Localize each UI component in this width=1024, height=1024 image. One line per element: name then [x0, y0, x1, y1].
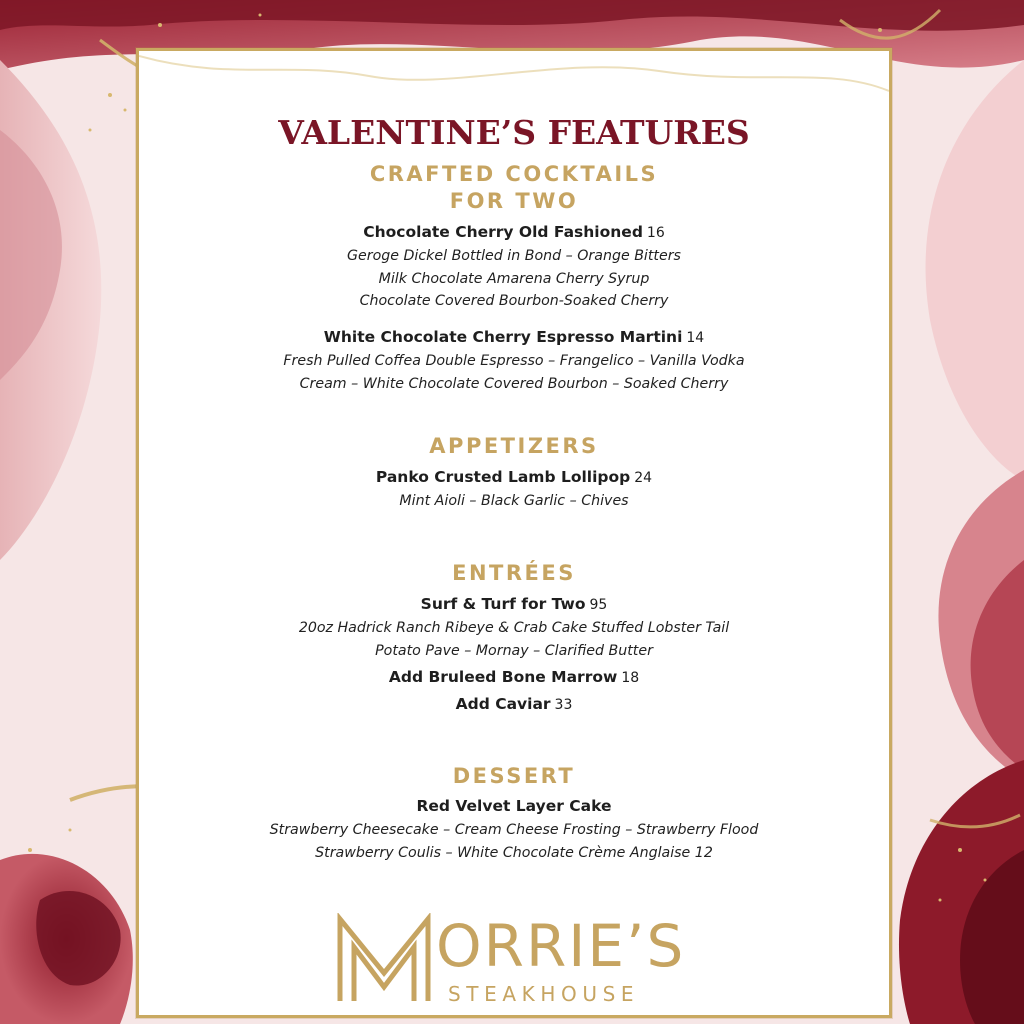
- item-name: Red Velvet Layer Cake: [416, 797, 612, 815]
- menu-item-description: [139, 350, 889, 395]
- item-price: 95: [589, 597, 608, 613]
- menu-title: VALENTINE’S FEATURES: [278, 113, 750, 152]
- item-price: 16: [646, 225, 665, 241]
- cocktails-heading-line-1: CRAFTED COCKTAILS: [369, 162, 659, 186]
- section-heading-entrees: ENTRÉES: [452, 561, 576, 585]
- description-line: Strawberry Coulis – White Chocolate Crème Anglaise 12: [315, 844, 713, 861]
- addon-item: [139, 695, 889, 713]
- section-heading-dessert: DESSERT: [452, 764, 576, 788]
- menu-item-description: [139, 819, 889, 864]
- description-line: Milk Chocolate Amarena Cherry Syrup: [378, 270, 650, 287]
- description-line: Strawberry Cheesecake – Cream Cheese Frosting – Strawberry Flood: [269, 822, 759, 838]
- section-heading-appetizers: APPETIZERS: [429, 434, 599, 458]
- item-name: Panko Crusted Lamb Lollipop: [375, 468, 631, 486]
- description-line: Cream – White Chocolate Covered Bourbon – Soaked Cherry: [299, 375, 729, 392]
- addon-price: 33: [554, 697, 573, 713]
- description-line: Potato Pave – Mornay – Clarified Butter: [375, 642, 653, 659]
- item-name: Chocolate Cherry Old Fashioned: [363, 223, 643, 241]
- menu-item-description: [139, 245, 889, 313]
- menu-item-name: [139, 468, 889, 486]
- addon-name: Add Bruleed Bone Marrow: [388, 668, 618, 686]
- menu-card: [136, 48, 892, 1018]
- menu-item-name: [139, 328, 889, 346]
- gold-fleck-decoration: [139, 51, 889, 171]
- item-price: 14: [686, 330, 705, 346]
- item-name: White Chocolate Cherry Espresso Martini: [323, 328, 683, 346]
- description-line: 20oz Hadrick Ranch Ribeye & Crab Cake Stuffed Lobster Tail: [298, 620, 730, 636]
- logo-brand-text: ORRIE’S: [436, 912, 686, 980]
- menu-item-description: [139, 490, 889, 513]
- description-line: Mint Aioli – Black Garlic – Chives: [399, 493, 629, 509]
- logo-subtitle: STEAKHOUSE: [448, 982, 640, 1006]
- description-line: Fresh Pulled Coffea Double Espresso – Frangelico – Vanilla Vodka: [283, 353, 745, 369]
- menu-item-name: [139, 223, 889, 241]
- m-monogram-icon: [334, 913, 434, 1005]
- menu-item-name: [139, 595, 889, 613]
- menu-item-description: [139, 617, 889, 662]
- addon-price: 18: [621, 670, 640, 686]
- description-line: Chocolate Covered Bourbon-Soaked Cherry: [359, 293, 669, 309]
- cocktails-heading-line-2: FOR TWO: [449, 189, 579, 213]
- description-line: Geroge Dickel Bottled in Bond – Orange Bitters: [347, 248, 681, 264]
- item-name: Surf & Turf for Two: [420, 595, 586, 613]
- addon-item: [139, 668, 889, 686]
- addon-name: Add Caviar: [455, 695, 551, 713]
- menu-item-name: [139, 797, 889, 815]
- section-heading-cocktails: [139, 161, 889, 215]
- item-price: 24: [634, 470, 653, 486]
- morries-steakhouse-logo: [334, 909, 704, 1009]
